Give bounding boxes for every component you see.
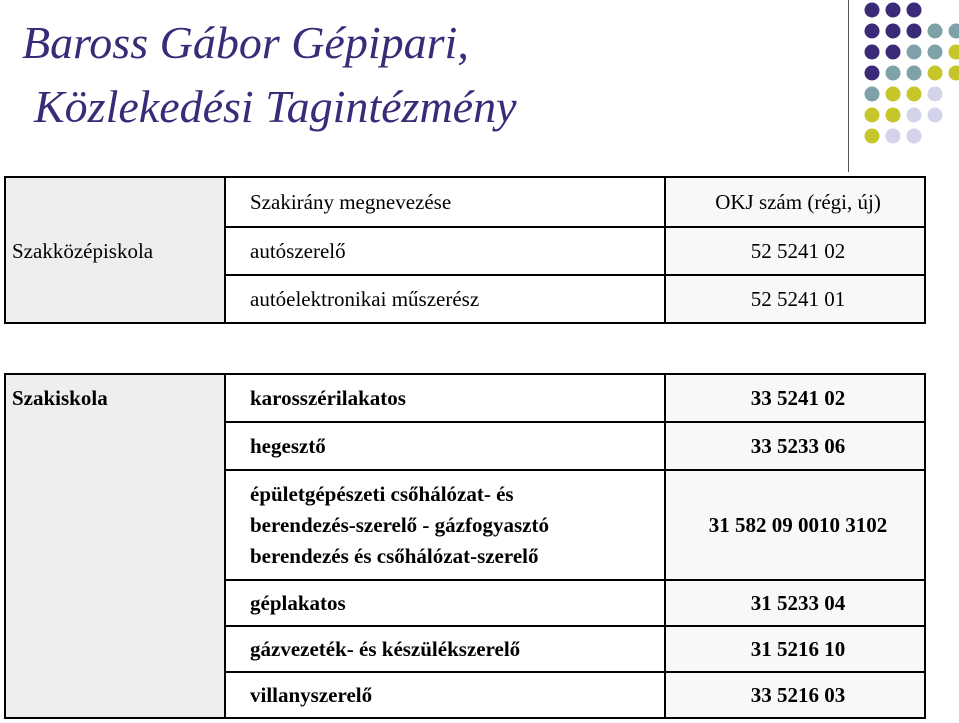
- program-name: autóelektronikai műszerész: [225, 275, 665, 323]
- header-empty-cell: [5, 177, 225, 227]
- okj-code: 33 5233 06: [665, 422, 925, 470]
- program-name: gázvezeték- és készülékszerelő: [225, 626, 665, 672]
- decorative-dot: [907, 108, 922, 123]
- category-empty-cell: [5, 672, 225, 718]
- decorative-dot: [949, 45, 959, 60]
- decorative-dot: [886, 108, 901, 123]
- decorative-dot: [865, 3, 880, 18]
- decorative-dot: [949, 66, 959, 81]
- decorative-dot: [907, 45, 922, 60]
- okj-code: 31 5216 10: [665, 626, 925, 672]
- title-line-1: Baross Gábor Gépipari,: [22, 17, 469, 68]
- decorative-dot: [865, 129, 880, 144]
- table-szakkozepiskola: [4, 176, 926, 324]
- category-empty-cell: [5, 422, 225, 470]
- category-szakiskola: Szakiskola: [5, 374, 225, 422]
- decorative-dot: [886, 45, 901, 60]
- program-name-line: épületgépészeti csőhálózat- és: [250, 481, 514, 506]
- program-name-line: berendezés-szerelő - gázfogyasztó: [250, 512, 549, 537]
- header-col-name: Szakirány megnevezése: [225, 177, 665, 227]
- program-name: autószerelő: [225, 227, 665, 275]
- divider-line: [848, 0, 849, 172]
- header-col-okj: OKJ szám (régi, új): [665, 177, 925, 227]
- decorative-dot: [886, 24, 901, 39]
- decorative-dot: [949, 24, 959, 39]
- decorative-dot: [907, 66, 922, 81]
- decorative-dot: [865, 66, 880, 81]
- table-szakiskola: [4, 373, 926, 719]
- decorative-dot: [907, 24, 922, 39]
- okj-code: 31 5233 04: [665, 580, 925, 626]
- okj-code: 33 5216 03: [665, 672, 925, 718]
- decorative-dot: [907, 3, 922, 18]
- category-empty-cell: [5, 580, 225, 626]
- program-name-multiline: [225, 470, 665, 580]
- decorative-dot: [886, 87, 901, 102]
- decorative-dot: [928, 24, 943, 39]
- category-szakkozepiskola: Szakközépiskola: [5, 227, 225, 275]
- decorative-dot: [865, 87, 880, 102]
- program-name-line: berendezés és csőhálózat-szerelő: [250, 543, 539, 568]
- decorative-dot: [928, 108, 943, 123]
- category-empty-cell: [5, 626, 225, 672]
- decorative-dot-grid: [862, 0, 959, 160]
- decorative-dot: [907, 129, 922, 144]
- okj-code: 33 5241 02: [665, 374, 925, 422]
- decorative-dot: [865, 108, 880, 123]
- program-name: villanyszerelő: [225, 672, 665, 718]
- decorative-dot: [865, 45, 880, 60]
- program-name: géplakatos: [225, 580, 665, 626]
- category-empty-cell: [5, 470, 225, 580]
- decorative-dot: [886, 129, 901, 144]
- okj-code: 31 582 09 0010 3102: [665, 470, 925, 580]
- decorative-dot: [928, 45, 943, 60]
- decorative-dot: [886, 3, 901, 18]
- program-name: hegesztő: [225, 422, 665, 470]
- okj-code: 52 5241 02: [665, 227, 925, 275]
- program-name: karosszérilakatos: [225, 374, 665, 422]
- category-empty-cell: [5, 275, 225, 323]
- decorative-dot: [886, 66, 901, 81]
- decorative-dot: [928, 66, 943, 81]
- decorative-dot: [907, 87, 922, 102]
- okj-code: 52 5241 01: [665, 275, 925, 323]
- title-line-2: Közlekedési Tagintézmény: [34, 81, 517, 132]
- decorative-dot: [865, 24, 880, 39]
- decorative-dot: [928, 87, 943, 102]
